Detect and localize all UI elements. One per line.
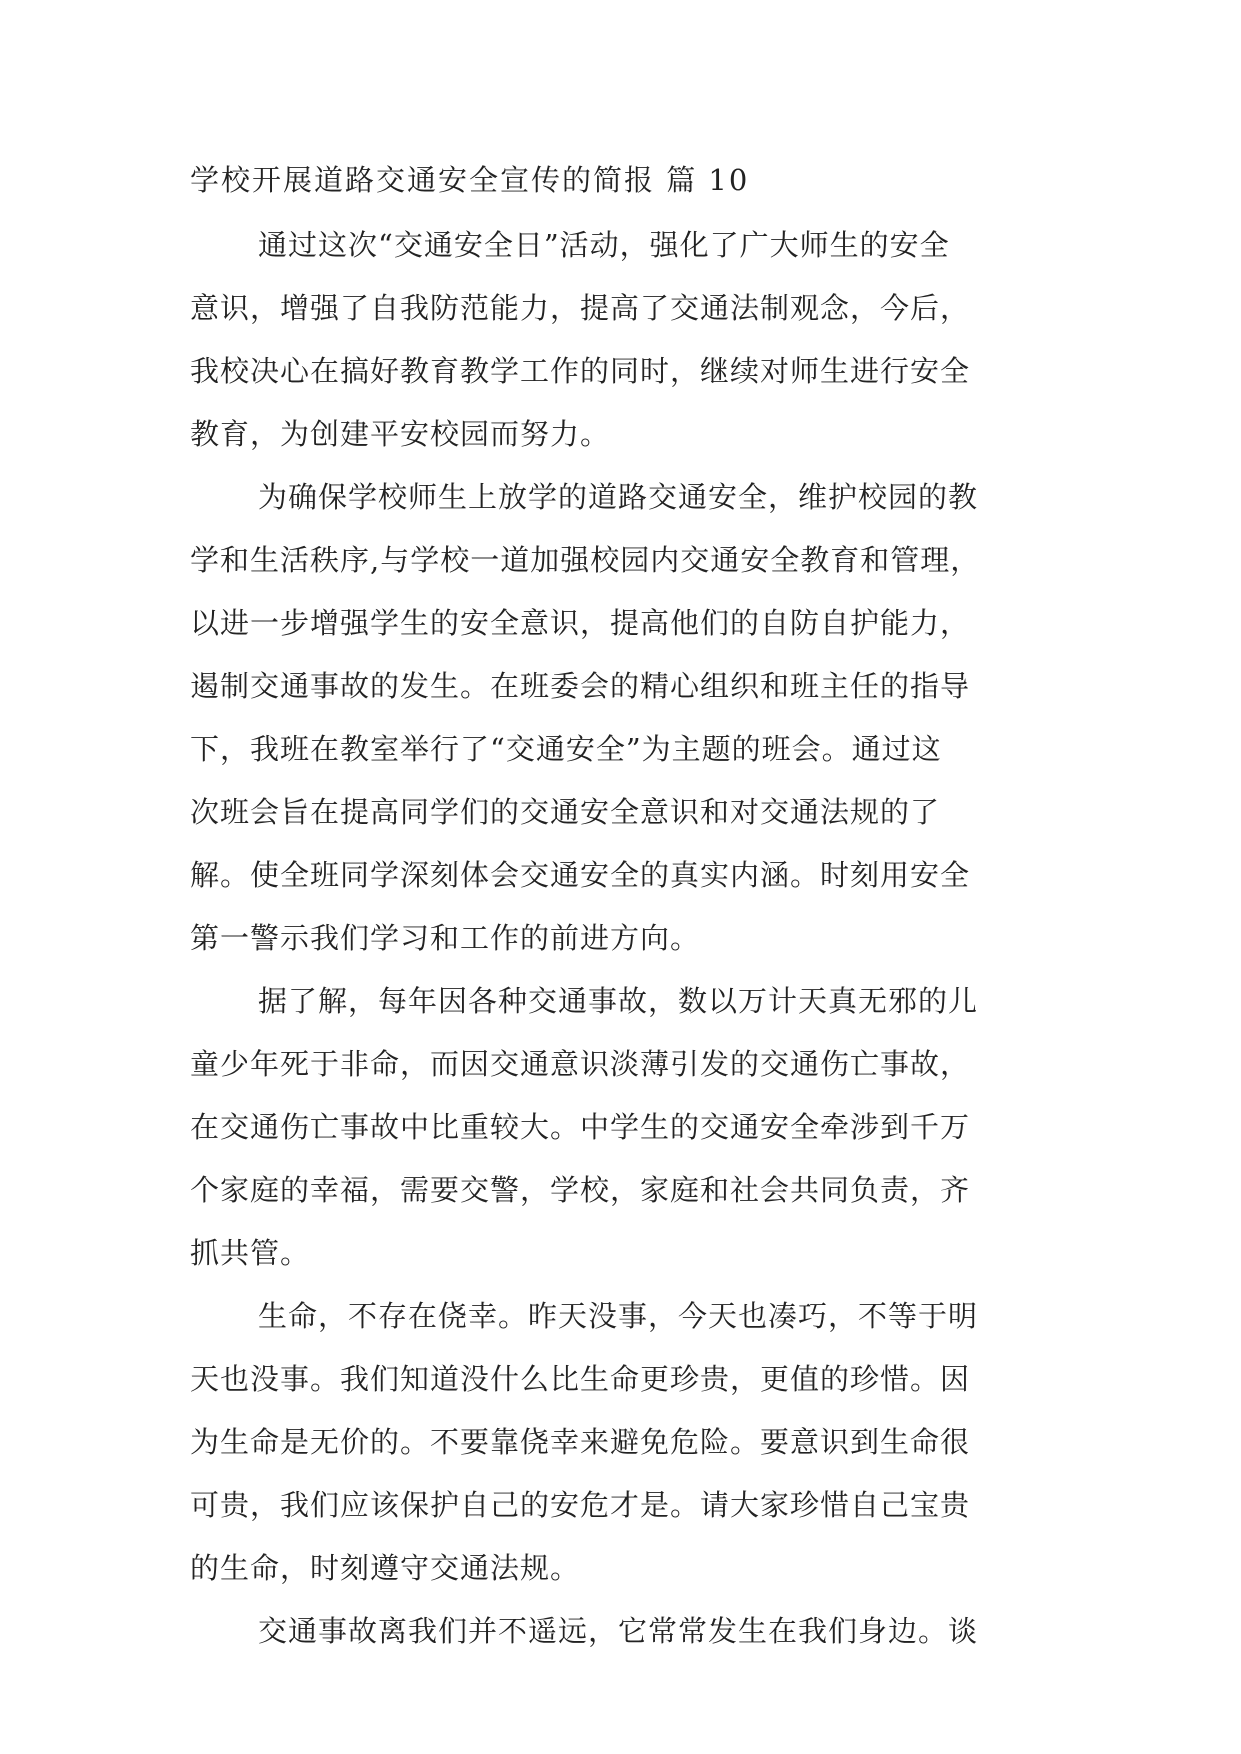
paragraph-2-line-3: 以进一步增强学生的安全意识，提高他们的自防自护能力， [190,606,971,640]
document-title: 学校开展道路交通安全宣传的简报 篇 10 [190,163,750,197]
paragraph-1-line-1: 通过这次“交通安全日”活动，强化了广大师生的安全 [258,228,950,262]
paragraph-2-line-5: 下，我班在教室举行了“交通安全”为主题的班会。通过这 [190,732,942,766]
paragraph-3-line-3: 在交通伤亡事故中比重较大。中学生的交通安全牵涉到千万 [190,1110,971,1144]
paragraph-2-line-8: 第一警示我们学习和工作的前进方向。 [190,921,701,955]
paragraph-5-line-1: 交通事故离我们并不遥远，它常常发生在我们身边。谈 [258,1614,979,1648]
paragraph-3-line-1: 据了解，每年因各种交通事故，数以万计天真无邪的儿 [258,984,979,1018]
paragraph-4-line-1: 生命，不存在侥幸。昨天没事，今天也凑巧，不等于明 [258,1299,979,1333]
paragraph-2-line-6: 次班会旨在提高同学们的交通安全意识和对交通法规的了 [190,795,941,829]
paragraph-1-line-2: 意识，增强了自我防范能力，提高了交通法制观念，今后， [190,291,971,325]
paragraph-2-line-7: 解。使全班同学深刻体会交通安全的真实内涵。时刻用安全 [190,858,971,892]
paragraph-4-line-5: 的生命，时刻遵守交通法规。 [190,1551,581,1585]
paragraph-3-line-4: 个家庭的幸福，需要交警，学校，家庭和社会共同负责，齐 [190,1173,971,1207]
paragraph-2-line-1: 为确保学校师生上放学的道路交通安全，维护校园的教 [258,480,979,514]
paragraph-4-line-2: 天也没事。我们知道没什么比生命更珍贵，更值的珍惜。因 [190,1362,971,1396]
paragraph-3-line-5: 抓共管。 [190,1236,311,1270]
paragraph-1-line-4: 教育，为创建平安校园而努力。 [190,417,611,451]
paragraph-1-line-3: 我校决心在搞好教育教学工作的同时，继续对师生进行安全 [190,354,971,388]
paragraph-4-line-4: 可贵，我们应该保护自己的安危才是。请大家珍惜自己宝贵 [190,1488,971,1522]
paragraph-4-line-3: 为生命是无价的。不要靠侥幸来避免危险。要意识到生命很 [190,1425,971,1459]
paragraph-2-line-2: 学和生活秩序,与学校一道加强校园内交通安全教育和管理， [190,543,981,577]
paragraph-3-line-2: 童少年死于非命，而因交通意识淡薄引发的交通伤亡事故， [190,1047,971,1081]
paragraph-2-line-4: 遏制交通事故的发生。在班委会的精心组织和班主任的指导 [190,669,971,703]
